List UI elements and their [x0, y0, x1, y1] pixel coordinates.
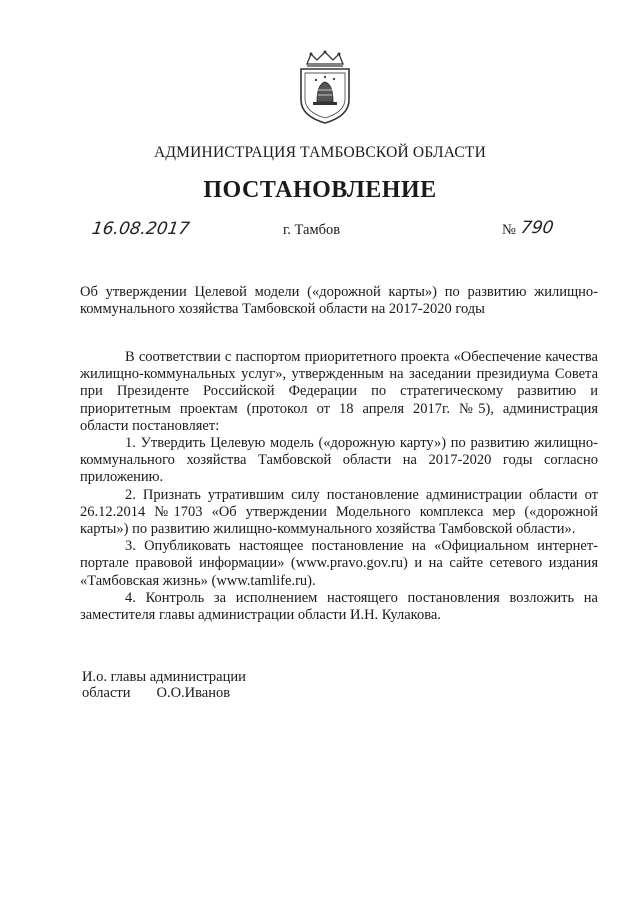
signature-block	[82, 669, 246, 701]
signer-position-line1: И.о. главы администрации	[82, 669, 246, 685]
preamble-paragraph: В соответствии с паспортом приоритетного проекта «Обеспечение качества жилищно-коммунальных услуг», утвержденным на заседании президиума Совета при Президенте Российской Федерации по стратегическому развитию и приоритетным проектам (протокол от 18 апреля 2017г. №5), администрация области постановляет:	[80, 349, 598, 434]
document-subject: Об утверждении Целевой модели («дорожной карты») по развитию жилищно-коммунального хозяйства Тамбовской области на 2017-2020 годы	[80, 284, 598, 317]
item-paragraph-3: 3. Опубликовать настоящее постановление на «Официальном интернет-портале правовой информации» (www.pravo.gov.ru) и на сайте сетевого издания «Тамбовская жизнь» (www.tamlife.ru).	[80, 538, 598, 589]
item-paragraph-2: 2. Признать утратившим силу постановление администрации области от 26.12.2014 №1703 «Об утверждении Модельного комплекса мер («дорожной карты») по развитию жилищно-коммунального хозяйства Тамбовской области».	[80, 486, 598, 538]
document-body	[80, 349, 598, 624]
document-number: 790	[519, 218, 555, 238]
signer-name: О.О.Иванов	[156, 685, 231, 701]
organization-title: АДМИНИСТРАЦИЯ ТАМБОВСКОЙ ОБЛАСТИ	[154, 144, 486, 161]
document-city: г. Тамбов	[283, 222, 341, 238]
number-sign: №	[502, 222, 516, 238]
item-paragraph-1: 1. Утвердить Целевую модель («дорожную карту») по развитию жилищно-коммунального хозяйства Тамбовской области на 2017-2020 годы согласно приложению.	[80, 435, 598, 486]
coat-of-arms-icon	[295, 50, 355, 125]
signer-position-line2: области	[82, 685, 131, 701]
item-paragraph-4: 4. Контроль за исполнением настоящего постановления возложить на заместителя главы администрации области И.Н. Кулакова.	[80, 589, 598, 624]
document-type-title: ПОСТАНОВЛЕНИЕ	[203, 177, 437, 203]
document-date: 16.08.2017	[90, 219, 191, 239]
